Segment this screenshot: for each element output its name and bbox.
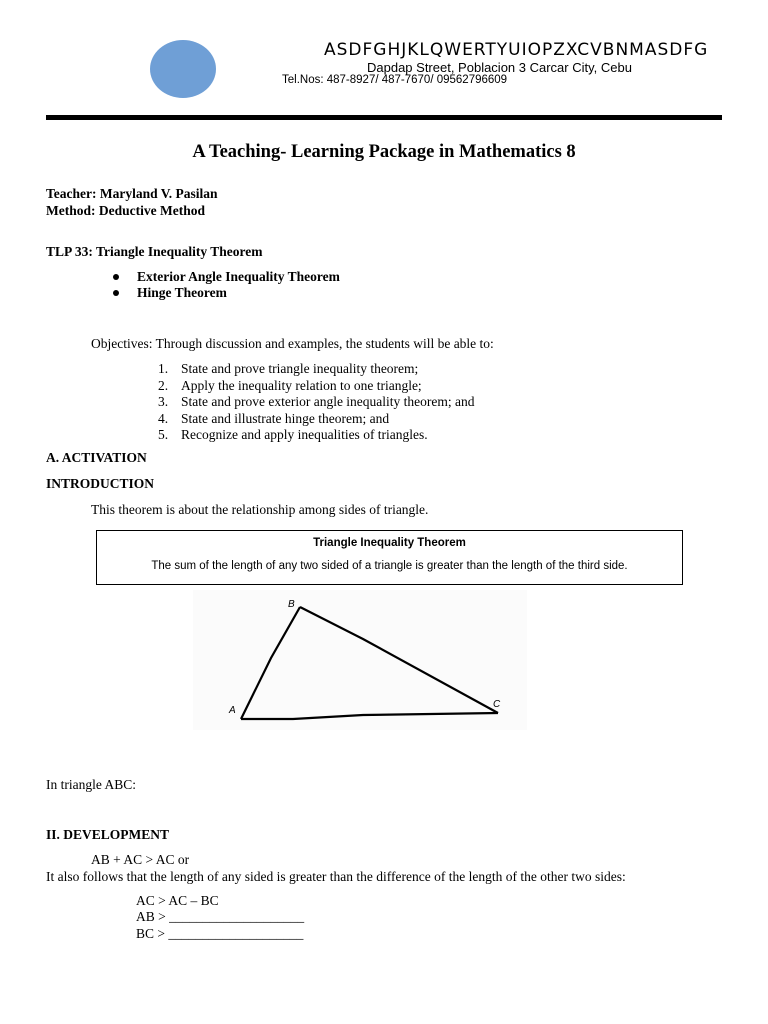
development-heading: II. DEVELOPMENT (46, 827, 170, 842)
objective-item: 4. State and illustrate hinge theorem; and (158, 410, 390, 426)
theorem-title: Triangle Inequality Theorem (313, 537, 466, 549)
teacher-line: Teacher: Maryland V. Pasilan (46, 186, 218, 201)
topic-item (113, 269, 340, 285)
topic-label: Exterior Angle Inequality Theorem (137, 269, 340, 284)
objective-item: 3. State and prove exterior angle inequality theorem; and (158, 394, 475, 410)
topic-item (113, 285, 227, 301)
in-triangle-label: In triangle ABC: (46, 777, 136, 792)
activation-heading: A. ACTIVATION (46, 450, 147, 465)
objective-item: 1. State and prove triangle inequality theorem; (158, 361, 419, 376)
header-divider (46, 115, 722, 120)
school-name: ASDFGHJKLQWERTYUIOPZXCVBNMASDFG (324, 40, 709, 60)
theorem-box (96, 530, 683, 585)
school-logo (150, 40, 216, 98)
school-address: Dapdap Street, Poblacion 3 Carcar City, Cebu (367, 60, 632, 75)
intro-text: This theorem is about the relationship among sides of triangle. (91, 502, 429, 517)
method-line: Method: Deductive Method (46, 203, 205, 218)
objective-item: 5. Recognize and apply inequalities of triangles. (158, 427, 428, 443)
topic-label: Hinge Theorem (137, 285, 227, 300)
theorem-text: The sum of the length of any two sided of a triangle is greater than the length of the third side. (151, 560, 628, 572)
inequality-blank-ab: AB > ____________________ (136, 909, 305, 924)
bullet-icon (113, 274, 119, 280)
school-telephone: Tel.Nos: 487-8927/ 487-7670/ 09562796609 (282, 74, 508, 86)
bullet-icon (113, 290, 119, 296)
objective-item: 2. Apply the inequality relation to one triangle; (158, 377, 422, 393)
vertex-a-label: A (229, 705, 236, 716)
page-title: A Teaching- Learning Package in Mathematics 8 (192, 142, 576, 162)
triangle-figure (193, 590, 527, 730)
tlp-heading: TLP 33: Triangle Inequality Theorem (46, 244, 263, 259)
vertex-b-label: B (288, 599, 295, 610)
inequality-line: AC > AC – BC (136, 893, 219, 908)
development-line-2: It also follows that the length of any sided is greater than the difference of the length of the other two sides: (46, 869, 626, 884)
objectives-intro: Objectives: Through discussion and examples, the students will be able to: (91, 336, 494, 351)
development-line-1: AB + AC > AC or (91, 852, 190, 867)
introduction-heading: INTRODUCTION (46, 476, 155, 491)
objectives-list (158, 361, 475, 444)
vertex-c-label: C (493, 699, 501, 710)
inequality-blank-bc: BC > ____________________ (136, 926, 304, 941)
